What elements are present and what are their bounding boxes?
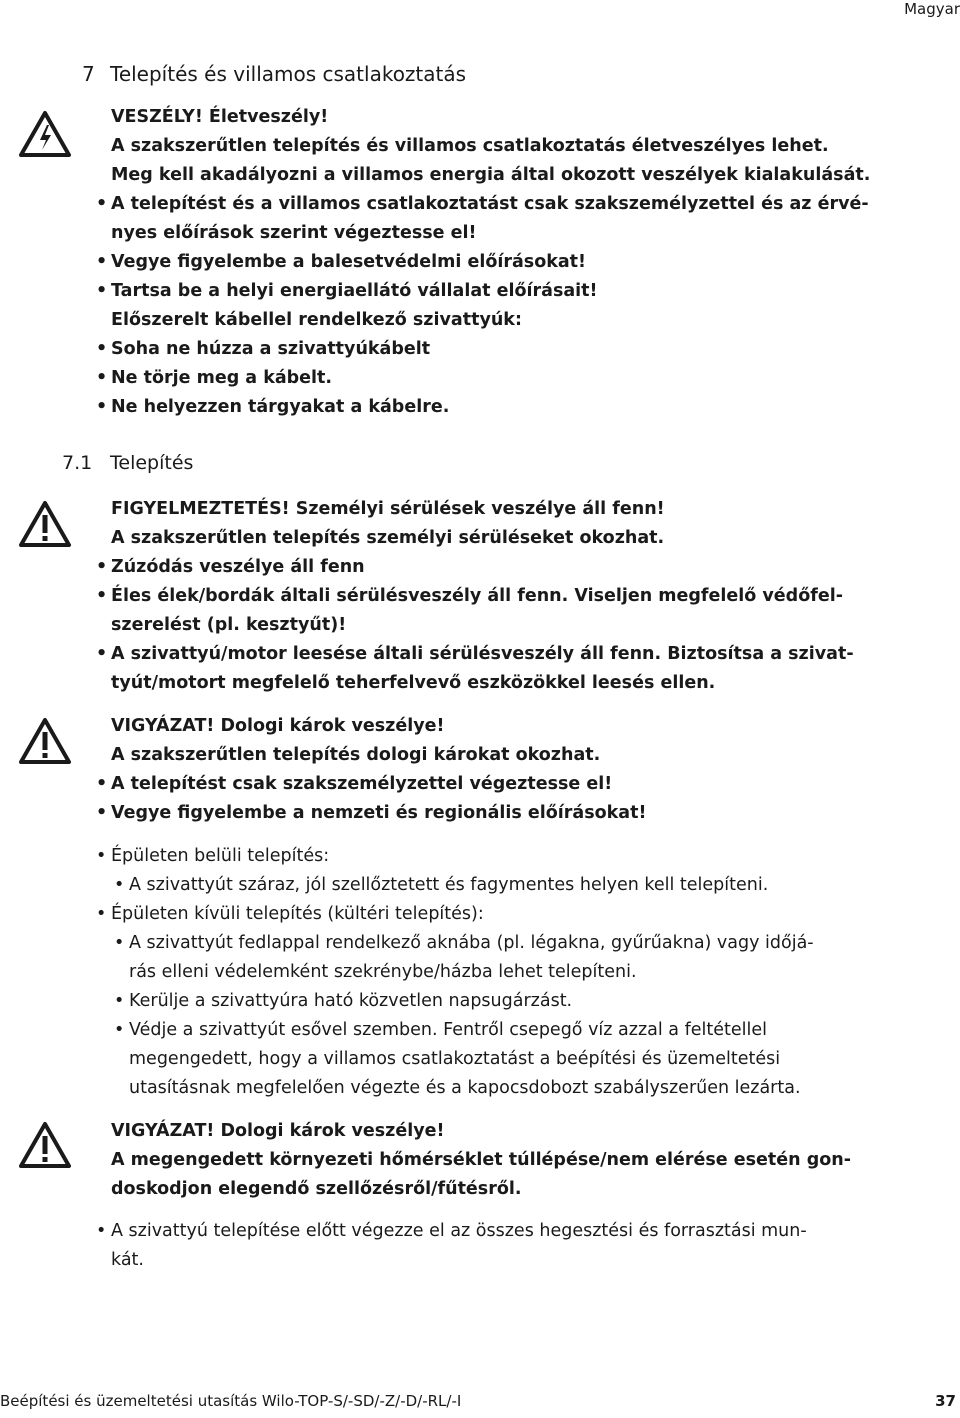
list-item: • Épületen kívüli telepítés (kültéri telepítés):	[96, 904, 484, 924]
list-item: • Zúzódás veszélye áll fenn	[96, 557, 365, 577]
final-note	[96, 1217, 856, 1275]
list-item: • Ne törje meg a kábelt.	[96, 368, 333, 388]
warning-line: A szakszerűtlen telepítés személyi sérüléseket okozhat.	[111, 528, 665, 548]
caution-line: doskodjon elegendő szellőzésről/fűtésről.	[111, 1179, 522, 1199]
list-item: • A telepítést és a villamos csatlakoztatást csak szakszemélyzettel és az érvé-	[96, 194, 869, 214]
warning-notice	[96, 495, 856, 698]
list-item: • Épületen belüli telepítés:	[96, 846, 330, 866]
caution-title: VIGYÁZAT! Dologi károk veszélye!	[111, 716, 445, 736]
list-item: • A szivattyú/motor leesése általi sérülésveszély áll fenn. Biztosítsa a szivat-	[96, 644, 854, 664]
language-label: Magyar	[904, 0, 960, 18]
list-item: • Soha ne húzza a szivattyúkábelt	[96, 339, 431, 359]
section-title: Telepítés	[110, 452, 194, 474]
warning-title: FIGYELMEZTETÉS! Személyi sérülések veszélye áll fenn!	[111, 499, 665, 519]
cable-heading: Előszerelt kábellel rendelkező szivattyúk:	[111, 310, 522, 330]
danger-title: VESZÉLY! Életveszély!	[111, 107, 329, 127]
section-7-1-heading	[62, 452, 193, 474]
installation-body	[96, 842, 856, 1103]
warning-triangle-icon	[18, 500, 72, 548]
caution-notice	[111, 1117, 856, 1204]
section-number: 7.1	[62, 452, 93, 474]
list-item: • Vegye figyelembe a balesetvédelmi előírásokat!	[96, 252, 587, 272]
list-item: • Éles élek/bordák általi sérülésveszély áll fenn. Viseljen megfelelő védőfel-	[96, 586, 843, 606]
list-item-continuation: rás elleni védelemként szekrénybe/házba lehet telepíteni.	[129, 962, 637, 982]
list-item-continuation: utasításnak megfelelően végezte és a kapocsdobozt szabályszerűen lezárta.	[129, 1078, 801, 1098]
caution-line: A megengedett környezeti hőmérséklet túllépése/nem elérése esetén gon-	[111, 1150, 851, 1170]
danger-line: A szakszerűtlen telepítés és villamos csatlakoztatás életveszélyes lehet.	[111, 136, 829, 156]
sub-list-item: • A szivattyút száraz, jól szellőztetett és fagymentes helyen kell telepíteni.	[114, 875, 769, 895]
list-item: • Vegye figyelembe a nemzeti és regionális előírásokat!	[96, 803, 647, 823]
footer-document-title: Beépítési és üzemeltetési utasítás Wilo-TOP-S/-SD/-Z/-D/-RL/-I	[0, 1392, 462, 1410]
section-7-heading	[82, 62, 466, 86]
caution-notice	[96, 712, 856, 828]
list-item: • Ne helyezzen tárgyakat a kábelre.	[96, 397, 450, 417]
sub-list-item: • A szivattyút fedlappal rendelkező aknába (pl. légakna, gyűrűakna) vagy időjá-	[114, 933, 814, 953]
sub-list-item: • Kerülje a szivattyúra ható közvetlen napsugárzást.	[114, 991, 573, 1011]
danger-notice	[96, 103, 871, 422]
list-item-continuation: tyút/motort megfelelő teherfelvevő eszközökkel leesés ellen.	[111, 673, 716, 693]
caution-title: VIGYÁZAT! Dologi károk veszélye!	[111, 1121, 445, 1141]
list-item: • A szivattyú telepítése előtt végezze el az összes hegesztési és forrasztási mun-	[96, 1221, 807, 1241]
electric-hazard-icon	[18, 110, 72, 158]
warning-triangle-icon	[18, 717, 72, 765]
page-number: 37	[935, 1392, 956, 1410]
danger-line: Meg kell akadályozni a villamos energia által okozott veszélyek kialakulását.	[111, 165, 871, 185]
list-item-continuation: megengedett, hogy a villamos csatlakoztatást a beépítési és üzemeltetési	[129, 1049, 781, 1069]
list-item: • Tartsa be a helyi energiaellátó vállalat előírásait!	[96, 281, 598, 301]
warning-triangle-icon	[18, 1121, 72, 1169]
caution-line: A szakszerűtlen telepítés dologi károkat okozhat.	[111, 745, 601, 765]
section-title: Telepítés és villamos csatlakoztatás	[110, 62, 467, 86]
list-item: • A telepítést csak szakszemélyzettel végeztesse el!	[96, 774, 613, 794]
sub-list-item: • Védje a szivattyút esővel szemben. Fentről csepegő víz azzal a feltétellel	[114, 1020, 767, 1040]
list-item-continuation: nyes előírások szerint végeztesse el!	[111, 223, 477, 243]
section-number: 7	[82, 62, 95, 86]
list-item-continuation: szerelést (pl. kesztyűt)!	[111, 615, 347, 635]
list-item-continuation: kát.	[111, 1250, 144, 1270]
